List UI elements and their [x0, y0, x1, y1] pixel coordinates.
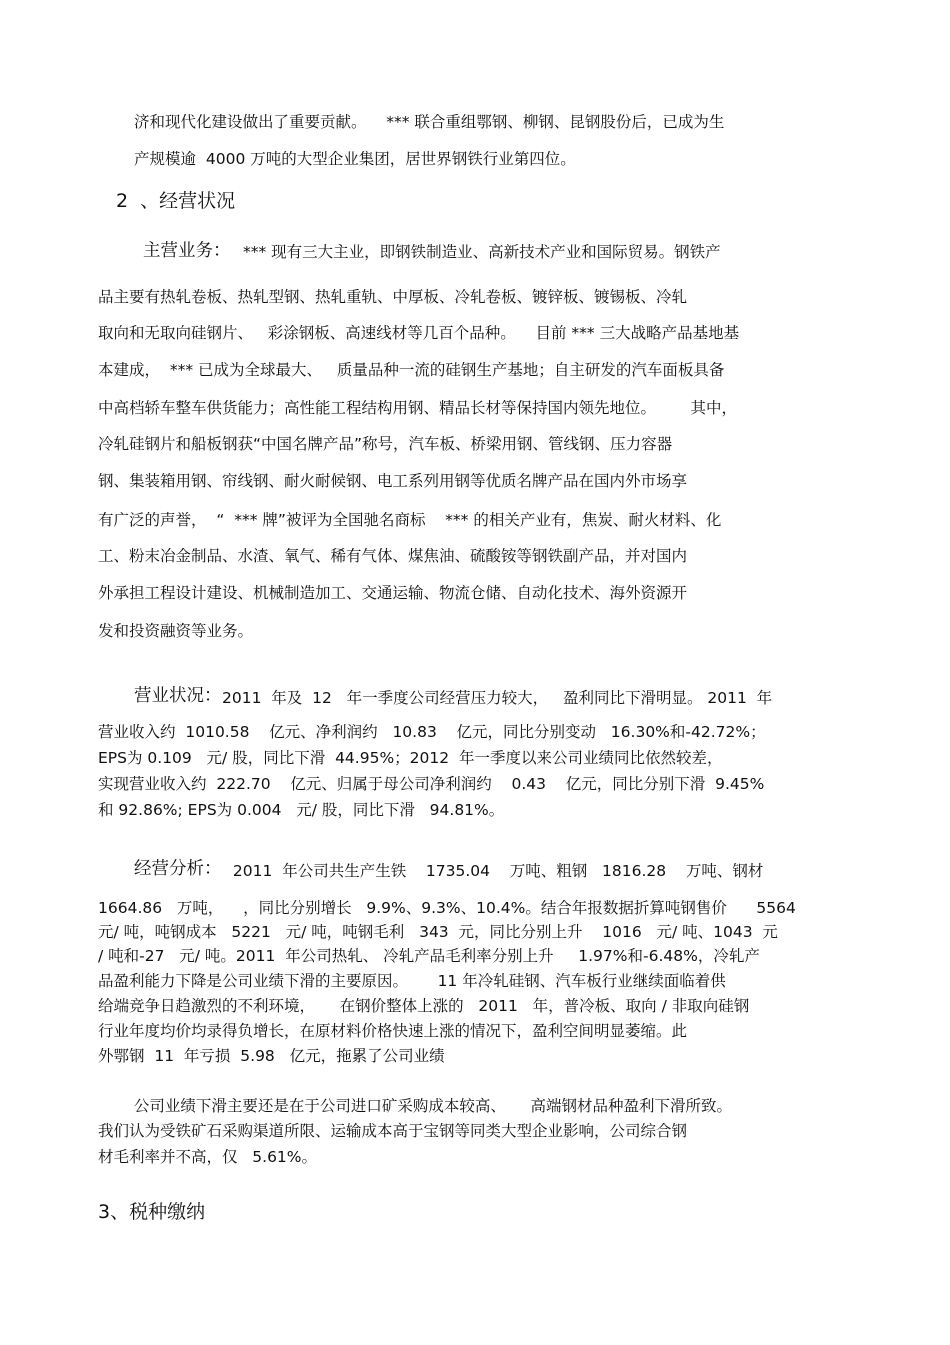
main-business-lead: 主营业务：: [143, 241, 231, 261]
operating-line: 2011 年及 12 年一季度公司经营压力较大， 盈利同比下滑明显。 2011 年: [222, 689, 773, 707]
section-3-heading: 3、税种缴纳: [98, 1201, 206, 1223]
operating-line: 营业收入约 1010.58 亿元、净利润约 10.83 亿元，同比分别变动 16.30%和-42.72%；: [98, 723, 766, 741]
conclusion-line: 公司业绩下滑主要还是在于公司进口矿采购成本较高、 高端钢材品种盈利下滑所致。: [124, 1097, 732, 1115]
analysis-line: 1664.86 万吨， ，同比分别增长 9.9%、9.3%、10.4%。结合年报数据折算吨钢售价 5564: [98, 899, 796, 917]
operating-line: EPS为 0.109 元/ 股，同比下滑 44.95%；2012 年一季度以来公司业绩同比依然较差，: [98, 749, 723, 767]
analysis-line: 外鄂钢 11 年亏损 5.98 亿元，拖累了公司业绩: [98, 1047, 445, 1065]
analysis-line: 行业年度均价均录得负增长，在原材料价格快速上涨的情况下，盈利空间明显萎缩。此: [98, 1022, 688, 1040]
conclusion-line: 材毛利率并不高，仅 5.61%。: [98, 1148, 318, 1166]
analysis-line: 元/ 吨，吨钢成本 5221 元/ 吨，吨钢毛利 343 元，同比分别上升 1016 元/ 吨、1043 元: [98, 923, 778, 941]
main-business-line: 钢、集装箱用钢、帘线钢、耐火耐候钢、电工系列用钢等优质名牌产品在国内外市场享: [98, 472, 688, 490]
analysis-line: 给端竞争日趋激烈的不利环境， 在钢价整体上涨的 2011 年，普冷板、取向 / 非取向硅钢: [98, 997, 750, 1015]
analysis-lead: 经营分析：: [134, 859, 222, 879]
main-business-line: *** 现有三大主业，即钢铁制造业、高新技术产业和国际贸易。钢铁产: [243, 243, 721, 261]
main-business-line: 冷轧硅钢片和船板钢获“中国名牌产品”称号，汽车板、桥梁用钢、管线钢、压力容器: [98, 435, 673, 453]
main-business-line: 工、粉末冶金制品、水渣、氧气、稀有气体、煤焦油、硫酸铵等钢铁副产品，并对国内: [98, 547, 688, 565]
main-business-line: 发和投资融资等业务。: [98, 622, 254, 640]
main-business-line: 外承担工程设计建设、机械制造加工、交通运输、物流仓储、自动化技术、海外资源开: [98, 584, 688, 602]
analysis-line: / 吨和-27 元/ 吨。2011 年公司热轧、 冷轧产品毛利率分别上升 1.97%和-6.48%，冷轧产: [98, 947, 760, 965]
main-business-line: 有广泛的声誉， “ *** 牌”被评为全国驰名商标 *** 的相关产业有，焦炭、耐火材料、化: [98, 511, 722, 529]
main-business-line: 取向和无取向硅钢片、 彩涂钢板、高速线材等几百个品种。 目前 *** 三大战略产品基地基: [98, 324, 740, 342]
operating-line: 和 92.86%; EPS为 0.004 元/ 股，同比下滑 94.81%。: [98, 801, 505, 819]
main-business-line: 品主要有热轧卷板、热轧型钢、热轧重轨、中厚板、冷轧卷板、镀锌板、镀锡板、冷轧: [98, 288, 688, 306]
intro-line-2: 产规模逾 4000 万吨的大型企业集团，居世界钢铁行业第四位。: [134, 150, 576, 168]
conclusion-line: 我们认为受铁矿石采购渠道所限、运输成本高于宝钢等同类大型企业影响，公司综合钢: [98, 1122, 688, 1140]
main-business-line: 中高档轿车整车供货能力；高性能工程结构用钢、精品长材等保持国内领先地位。 其中，: [98, 399, 737, 417]
intro-line-1: 济和现代化建设做出了重要贡献。 *** 联合重组鄂钢、柳钢、昆钢股份后，已成为生: [134, 113, 725, 131]
analysis-line: 品盈利能力下降是公司业绩下滑的主要原因。 11 年冷轧硅钢、汽车板行业继续面临着供: [98, 972, 726, 990]
operating-lead: 营业状况：: [134, 686, 222, 706]
operating-line: 实现营业收入约 222.70 亿元、归属于母公司净利润约 0.43 亿元，同比分别下滑 9.45%: [98, 775, 765, 793]
analysis-line: 2011 年公司共生产生铁 1735.04 万吨、粗钢 1816.28 万吨、钢材: [228, 862, 764, 880]
section-2-heading: 2 、经营状况: [116, 190, 236, 212]
main-business-line: 本建成， *** 已成为全球最大、 质量品种一流的硅钢生产基地；自主研发的汽车面板具备: [98, 361, 725, 379]
